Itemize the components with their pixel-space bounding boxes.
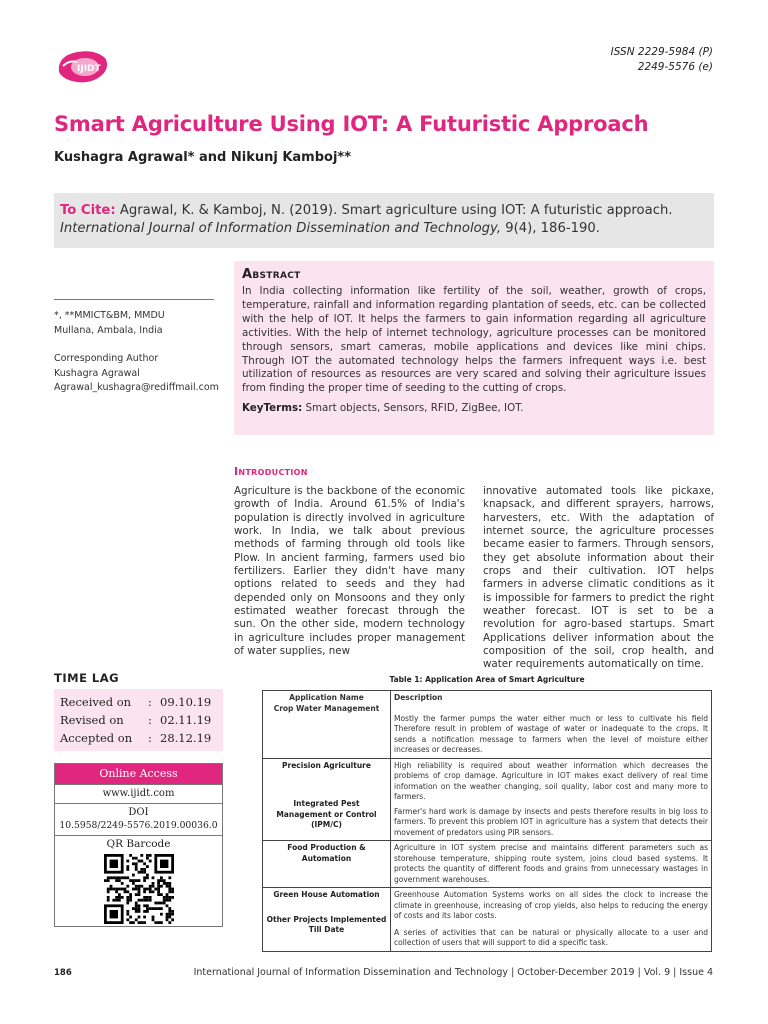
online-access-heading: Online Access	[55, 764, 222, 784]
journal-url[interactable]: www.ijidt.com	[55, 784, 222, 803]
issn-electronic: 2249-5576 (e)	[637, 61, 713, 73]
affiliation-line-1: *, **MMICT&BM, MMDU	[54, 310, 165, 321]
time-lag-value: 09.10.19	[160, 695, 212, 709]
corresponding-author	[54, 352, 226, 396]
cite-text: Agrawal, K. & Kamboj, N. (2019). Smart agriculture using IOT: A futuristic approach.	[115, 203, 673, 218]
affiliation	[54, 309, 224, 338]
time-lag-sep: :	[148, 695, 152, 709]
time-lag-value: 02.11.19	[160, 713, 212, 727]
abstract-heading: Abstract	[242, 267, 301, 282]
introduction-column-2: innovative automated tools like pickaxe, knapsack, and different sprayers, harrows, harvesters, etc. With the adaptation of internet source, the agriculture processes became easier to farmers. Through sensors, they get absolute information about their crops and their cultivation. IOT helps farmers in adverse climatic conditions as it is impossible for farmers to predict the right weather forecast. IOT is set to be a revolution for agro-based startups. Smart Applications deliver information about the composition of the soil, crop health, and water requirements automatically on time.	[483, 485, 714, 671]
qr-code-icon[interactable]	[104, 854, 174, 924]
table-cell-name: Precision Agriculture	[282, 760, 371, 770]
table-cell-name: Other Projects Implemented Till Date	[266, 914, 387, 934]
table-cell-desc: Agriculture in IOT system precise and maintains different parameters such as storehouse temperature, shipping route system, joins cloud based systems. It protects the quantity of different foods and grains from unnecessary wastages in government warehouses.	[391, 841, 712, 888]
affiliation-line-2: Mullana, Ambala, India	[54, 324, 163, 336]
corresponding-email[interactable]: Agrawal_kushagra@rediffmail.com	[54, 382, 219, 393]
table-cell-desc-group	[391, 888, 712, 952]
abstract-text: In India collecting information like fertility of the soil, weather, growth of crops, temperature, rainfall and information regarding plantation of seeds, etc. can be collected with the help of IOT. It helps the farmers to gain information regarding all agriculture activities. With the help of internet technology, agriculture processes can be monitored through sensors, smart cameras, mobile applications and devices like mini chips. Through IOT the automated technology helps the farmers infrequent ways i.e. best utilization of resources as resources are very scared and solving their agriculture issues from finding the proper time of seeding to the cutting of crops.	[242, 285, 706, 395]
keyterms-label: KeyTerms:	[242, 402, 303, 415]
keyterms	[242, 402, 706, 414]
doi-value[interactable]: 10.5958/2249-5576.2019.00036.0	[59, 820, 218, 831]
table-cell-desc: A series of activities that can be natural or physically allocate to a user and collection of users that will support to did a specific task.	[394, 927, 708, 947]
doi-block	[55, 803, 222, 835]
keyterms-value: Smart objects, Sensors, RFID, ZigBee, IOT.	[302, 402, 524, 415]
table-cell-name-group	[263, 888, 391, 952]
time-lag-heading: TIME LAG	[54, 671, 120, 685]
time-lag-row	[60, 711, 217, 729]
table-cell-name: Green House Automation	[273, 890, 380, 899]
issn-print: ISSN 2229-5984 (P)	[610, 46, 713, 58]
time-lag-label: Received on	[60, 695, 132, 709]
online-access-box	[54, 763, 223, 927]
table-cell-name: Crop Water Management	[273, 703, 380, 713]
time-lag-row	[60, 693, 217, 711]
issn-block	[611, 45, 713, 75]
table-cell-desc: Greenhouse Automation Systems works on all sides the clock to increase the climate in greenhouse, increasing of crop yields, also helps to reducing the energy of costs and its labor costs.	[394, 890, 708, 920]
table-row	[263, 841, 712, 888]
table-cell-desc: Mostly the farmer pumps the water either much or less to cultivate his field Therefore result in problem of wastage of water or inadequate to the crops. It sends a notification message to farmers when the level of moisture either increases or decreases.	[394, 713, 708, 754]
time-lag-sep: :	[148, 713, 152, 727]
cite-label: To Cite:	[60, 203, 116, 218]
table-cell-name: Food Production & Automation	[263, 841, 391, 888]
footer-journal-line: International Journal of Information Dissemination and Technology | October-December 2019 | Vol. 9 | Issue 4	[193, 967, 713, 978]
article-authors: Kushagra Agrawal* and Nikunj Kamboj**	[54, 150, 352, 165]
introduction-column-1: Agriculture is the backbone of the economic growth of India. Around 61.5% of India's population is directly involved in agriculture work. In India, we talk about previous methods of farming through old tools like Plow. In ancient farming, farmers used bio fertilizers. Earlier they didn't have many options related to seeds and they had depended only on Monsoons and they only estimated weather forecast through the sun. On the other side, modern technology in agriculture includes proper management of water supplies, new	[234, 485, 465, 658]
affiliation-divider	[54, 299, 214, 300]
corresponding-name: Kushagra Agrawal	[54, 367, 140, 379]
table-cell-name-group	[263, 758, 391, 841]
table-header-name-text: Application Name	[289, 693, 364, 702]
table-cell-desc: High reliability is required about weather information which decreases the problems of crop damage. Agriculture in IOT makes exact delivery of real time information on the weather changing, soil quality, labor cost and many more to farmers.	[394, 760, 708, 801]
time-lag-box	[54, 689, 223, 751]
table-row	[263, 888, 712, 952]
page-number: 186	[54, 968, 72, 978]
citation-box	[54, 193, 714, 248]
table-cell-desc-group	[391, 758, 712, 841]
abstract-box	[234, 261, 714, 435]
table-cell-desc: Farmer's hard work is damage by insects and pests therefore results in big loss to farmers. To prevent this problem IOT in agriculture has a system that detects their movement of predators using PIR sensors.	[394, 806, 708, 837]
corresponding-label: Corresponding Author	[54, 353, 159, 364]
time-lag-value: 28.12.19	[160, 731, 212, 745]
article-title: Smart Agriculture Using IOT: A Futuristic Approach	[54, 112, 649, 136]
doi-label: DOI	[128, 807, 149, 818]
table-header-desc-text: Description	[394, 693, 443, 702]
time-lag-label: Revised on	[60, 713, 124, 727]
table-title: Table 1: Application Area of Smart Agriculture	[389, 675, 585, 684]
table-header-row	[263, 691, 712, 759]
table-header-description	[391, 691, 712, 759]
table-cell-name: Integrated Pest Management or Control (IPM/C)	[276, 799, 377, 829]
time-lag-row	[60, 729, 217, 747]
journal-logo	[55, 46, 111, 86]
time-lag-label: Accepted on	[60, 731, 133, 745]
qr-block	[55, 835, 222, 926]
cite-journal: International Journal of Information Dissemination and Technology,	[60, 221, 502, 236]
logo-text: IJIDT	[77, 64, 101, 74]
time-lag-sep: :	[148, 731, 152, 745]
table-row	[263, 758, 712, 841]
application-table	[262, 690, 712, 952]
qr-label: QR Barcode	[106, 838, 171, 850]
introduction-heading: Introduction	[234, 465, 308, 478]
table-header-name	[263, 691, 391, 759]
cite-details: 9(4), 186-190.	[501, 221, 600, 236]
